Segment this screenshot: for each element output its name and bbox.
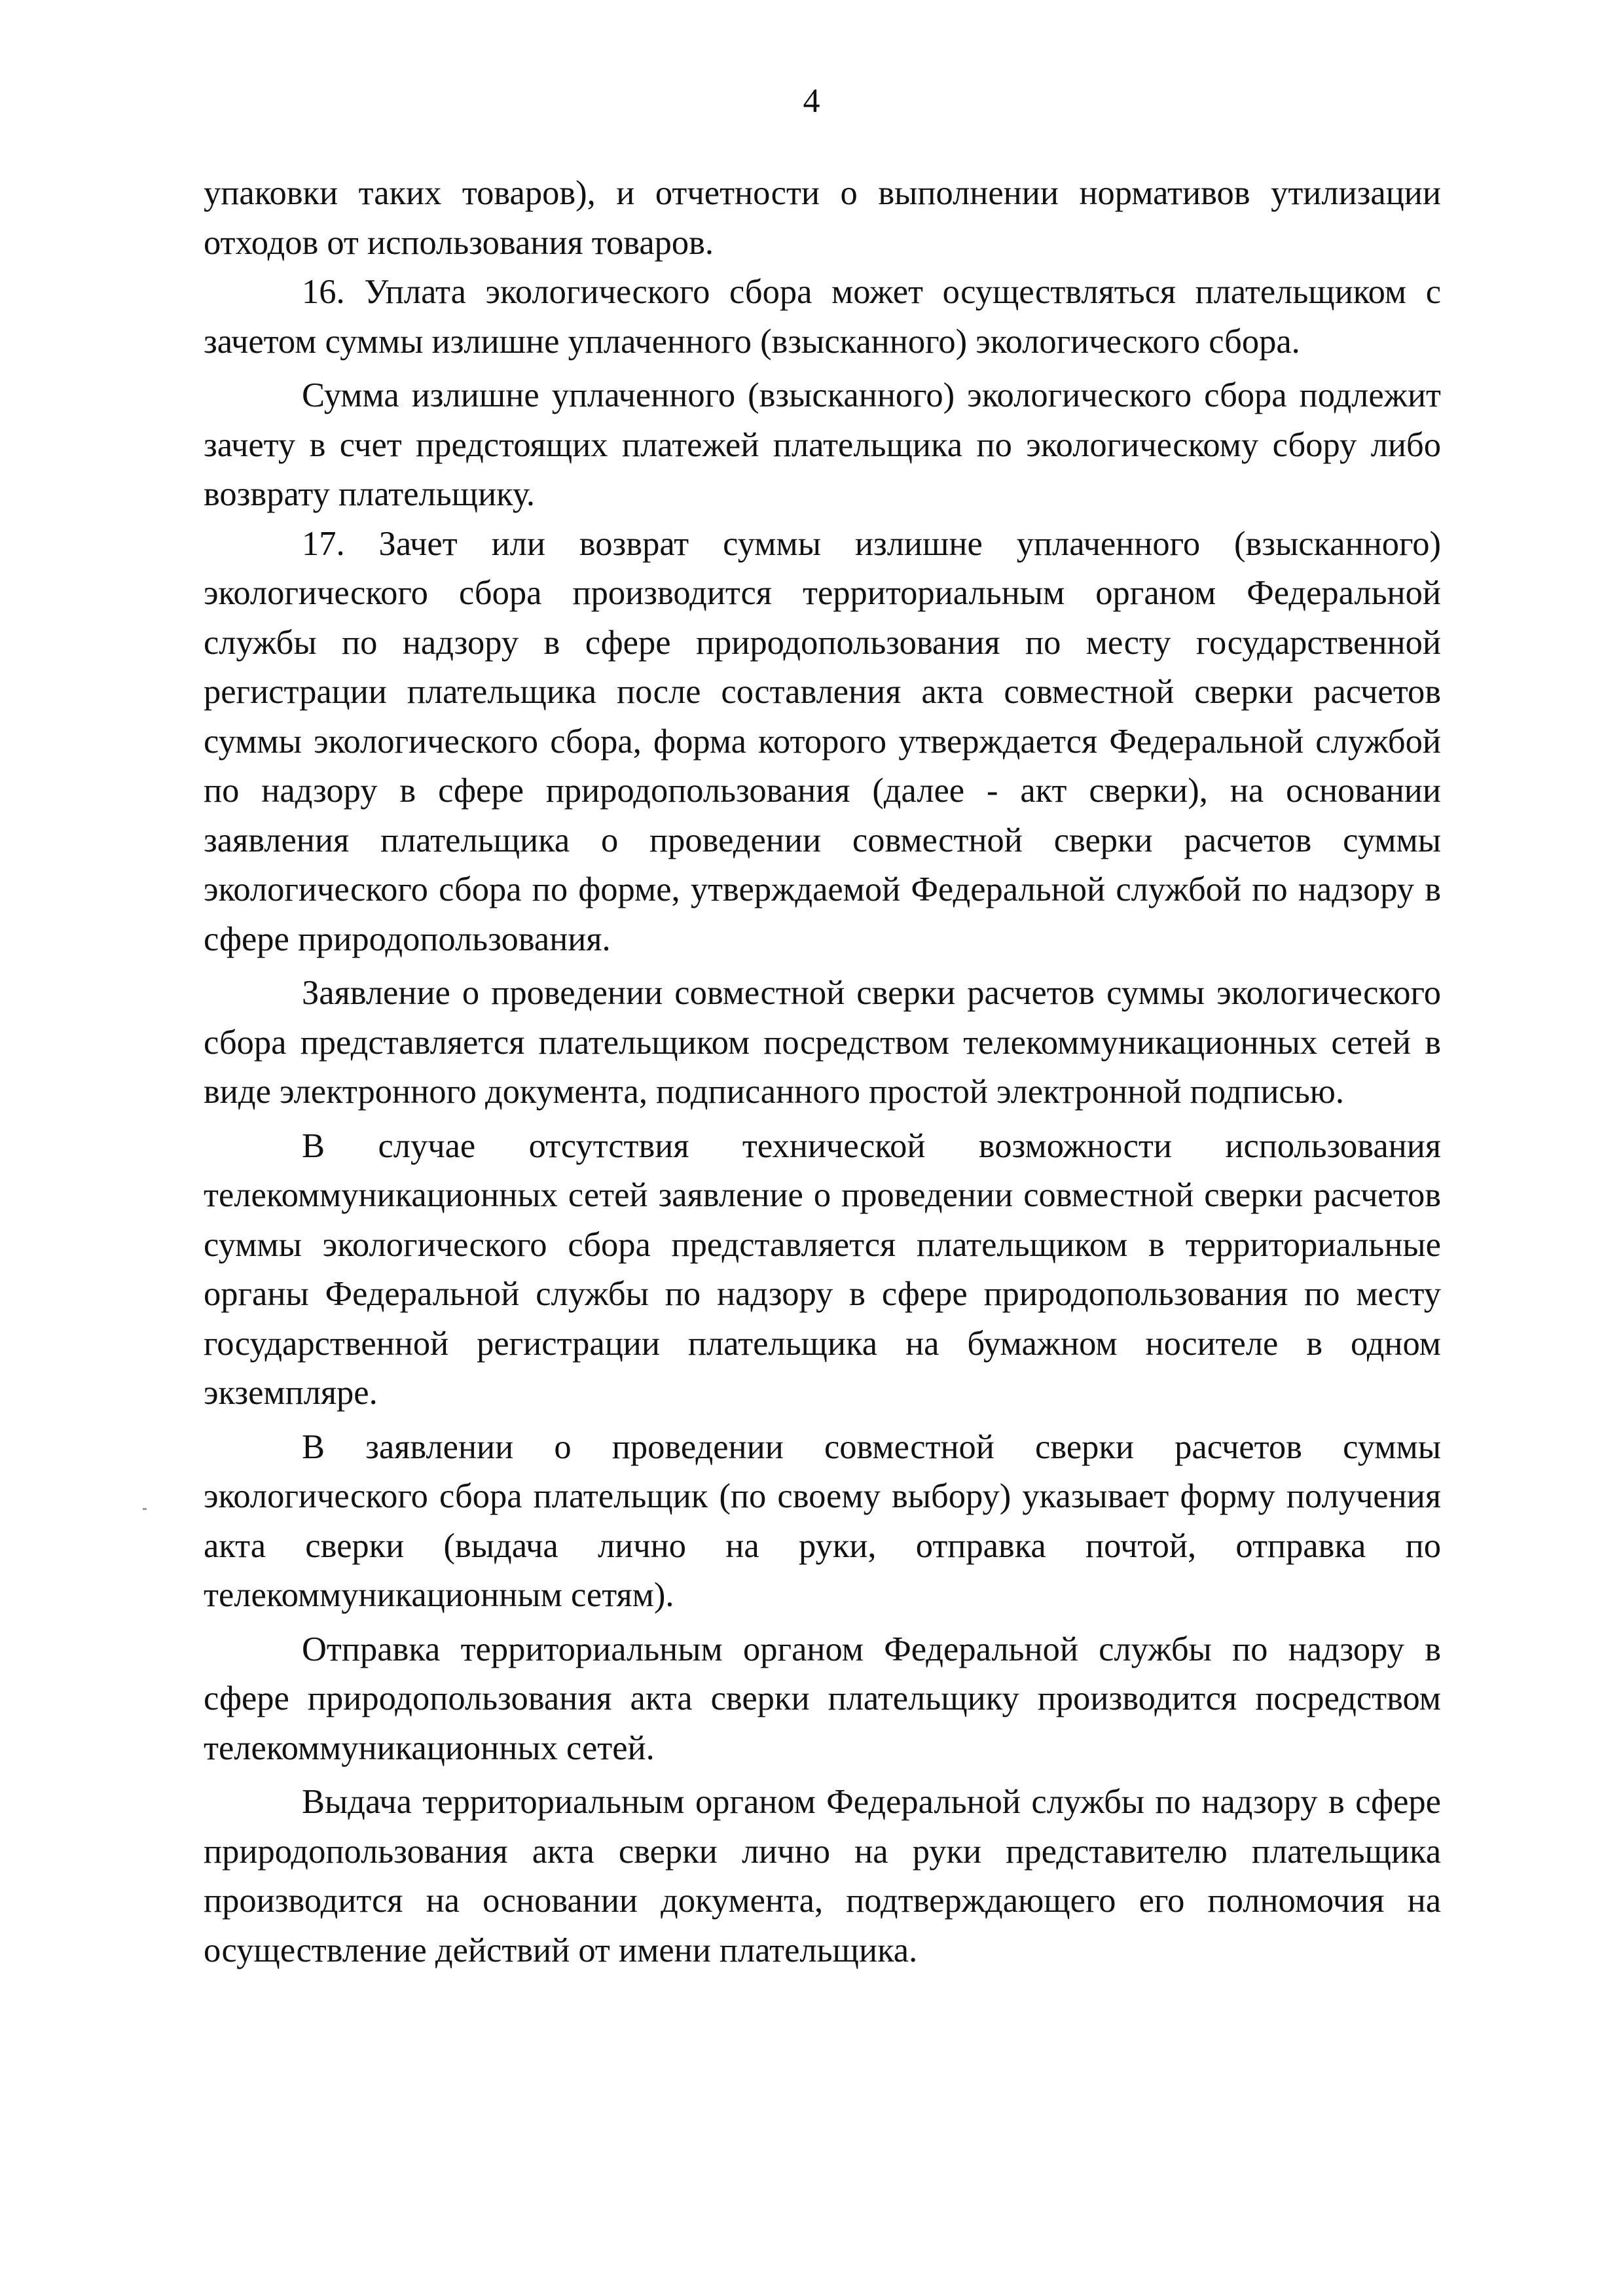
paragraph-sending-act: Отправка территориальным органом Федеральной службы по надзору в сфере природопользования акта сверки плательщику производится посредством телекоммуникационных сетей. [204, 1630, 1441, 1767]
page-number: 4 [803, 82, 820, 120]
scan-artifact [143, 1508, 147, 1510]
paragraph-continuation: упаковки таких товаров), и отчетности о выполнении нормативов утилизации отходов от использования товаров. [204, 174, 1441, 262]
paragraph-offset-amount: Сумма излишне уплаченного (взысканного) экологического сбора подлежит зачету в счет предстоящих платежей плательщика по экологическому сбору либо возврату плательщику. [204, 376, 1441, 513]
paragraph-item-16: 16. Уплата экологического сбора может осуществляться плательщиком с зачетом суммы излишне уплаченного (взысканного) экологического сбора. [204, 273, 1441, 361]
paragraph-delivery-form: В заявлении о проведении совместной сверки расчетов суммы экологического сбора плательщик (по своему выбору) указывает форму получения акта сверки (выдача лично на руки, отправка почтой, отправка по телекоммуникационным сетям). [204, 1427, 1441, 1614]
document-body [204, 169, 1441, 1975]
paragraph-application-paper: В случае отсутствия технической возможности использования телекоммуникационных сетей заявление о проведении совместной сверки расчетов суммы экологического сбора представляется плательщиком в территориальные органы Федеральной службы по надзору в сфере природопользования по месту государственной регистрации плательщика на бумажном носителе в одном экземпляре. [204, 1126, 1441, 1412]
paragraph-application-electronic: Заявление о проведении совместной сверки расчетов суммы экологического сбора представляется плательщиком посредством телекоммуникационных сетей в виде электронного документа, подписанного простой электронной подписью. [204, 974, 1441, 1111]
paragraph-issuing-act: Выдача территориальным органом Федеральной службы по надзору в сфере природопользования акта сверки лично на руки представителю плательщика производится на основании документа, подтверждающего его полномочия на осуществление действий от имени плательщика. [204, 1783, 1441, 1969]
paragraph-item-17: 17. Зачет или возврат суммы излишне уплаченного (взысканного) экологического сбора производится территориальным органом Федеральной службы по надзору в сфере природопользования по месту государственной регистрации плательщика после составления акта совместной сверки расчетов суммы экологического сбора, форма которого утверждается Федеральной службой по надзору в сфере природопользования (далее - акт сверки), на основании заявления плательщика о проведении совместной сверки расчетов суммы экологического сбора по форме, утверждаемой Федеральной службой по надзору в сфере природопользования. [204, 524, 1441, 958]
